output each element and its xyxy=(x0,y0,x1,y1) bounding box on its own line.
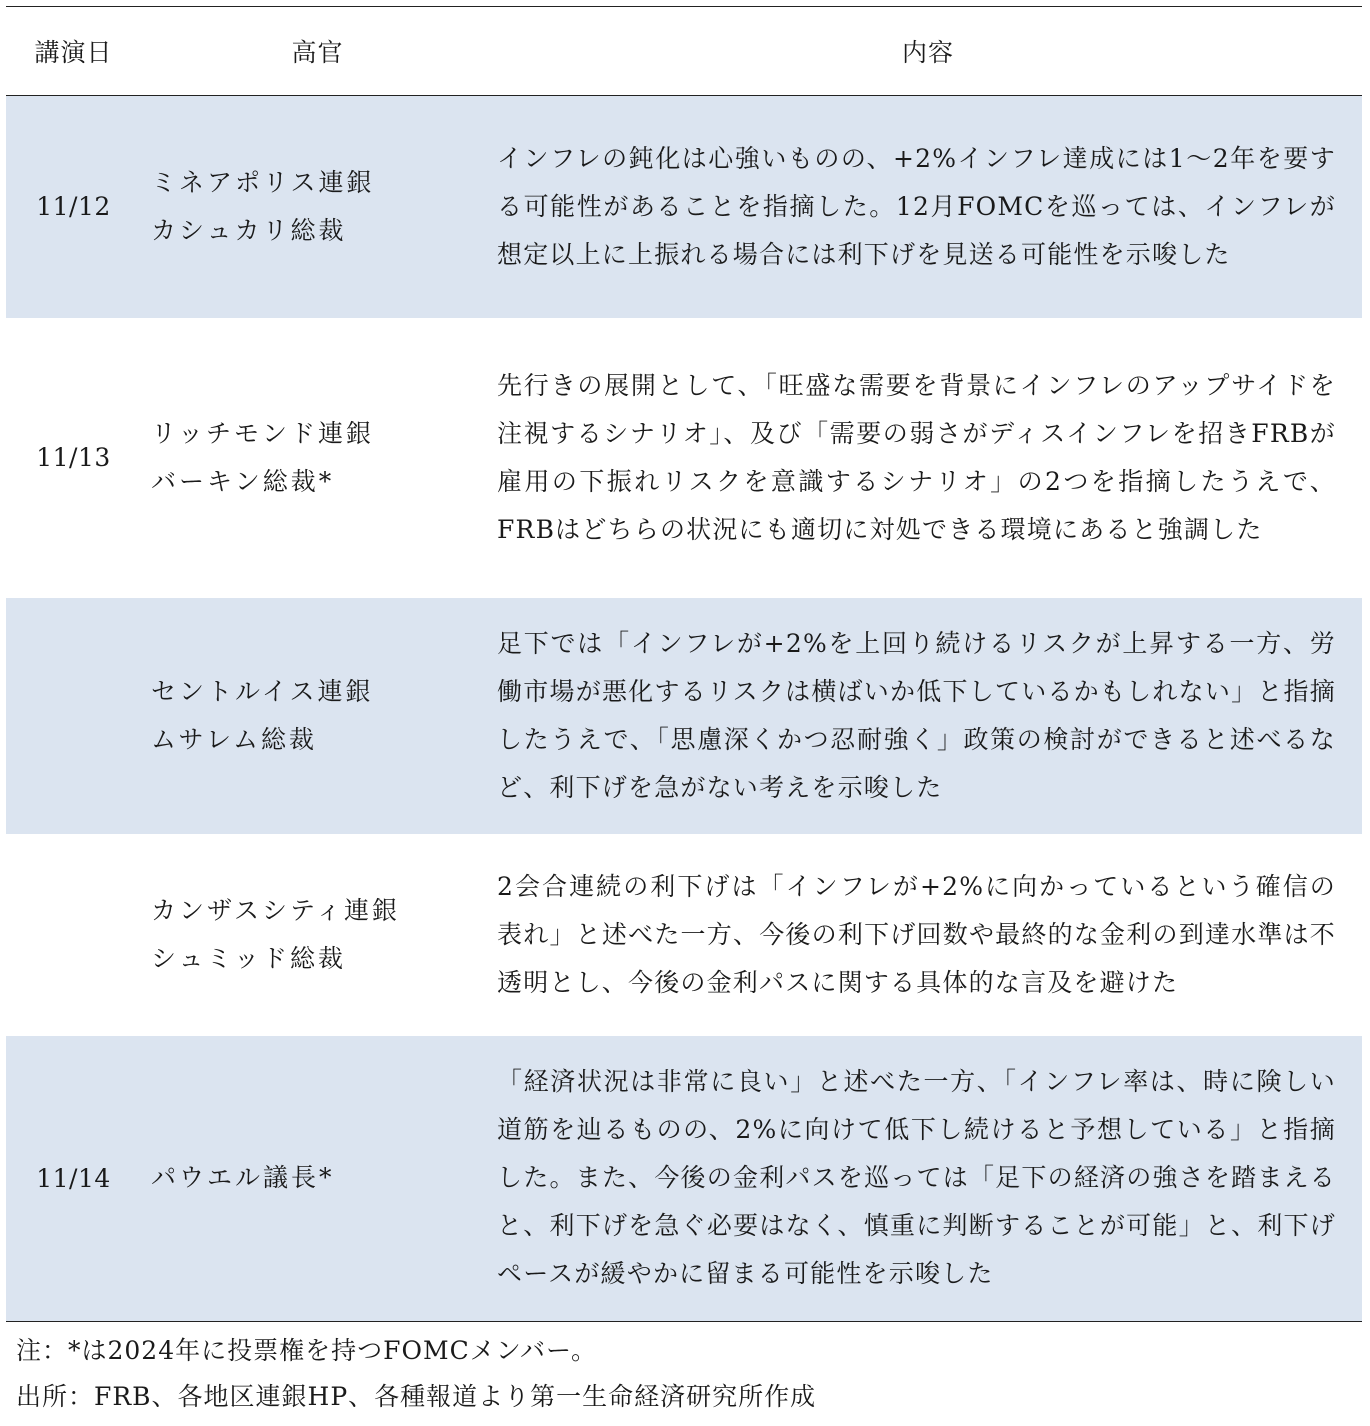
fed-officials-speech-table xyxy=(6,6,1362,1322)
header-date: 講演日 xyxy=(6,7,141,96)
footnote: 注：*は2024年に投票権を持つFOMCメンバー。 xyxy=(16,1336,597,1365)
row-date: 11/14 xyxy=(6,1036,141,1322)
table-header xyxy=(6,7,1362,96)
row-content: 「経済状況は非常に良い」と述べた一方、「インフレ率は、時に険しい道筋を辿るものの、2%に向けて低下し続けると予想している」と指摘した。また、今後の金利パスを巡っては「足下の経済の強さを踏まえると、利下げを急ぐ必要はなく、慎重に判断することが可能」と、利下げペースが緩やかに留まる可能性を示唆した xyxy=(494,1036,1362,1322)
row-date xyxy=(6,834,141,1036)
speech-table-container xyxy=(6,6,1362,1322)
row-official: パウエル議長* xyxy=(141,1036,494,1322)
table-row xyxy=(6,318,1362,598)
table-row xyxy=(6,96,1362,318)
source-note: 出所：FRB、各地区連銀HP、各種報道より第一生命経済研究所作成 xyxy=(16,1382,817,1411)
row-content: 2会合連続の利下げは「インフレが+2%に向かっているという確信の表れ」と述べた一方、今後の利下げ回数や最終的な金利の到達水準は不透明とし、今後の金利パスに関する具体的な言及を避けた xyxy=(494,834,1362,1036)
header-row xyxy=(6,7,1362,96)
row-official: リッチモンド連銀 バーキン総裁* xyxy=(141,318,494,598)
table-row xyxy=(6,1036,1362,1322)
header-content: 内容 xyxy=(494,7,1362,96)
table-row xyxy=(6,598,1362,834)
row-content: インフレの鈍化は心強いものの、+2%インフレ達成には1～2年を要する可能性があることを指摘した。12月FOMCを巡っては、インフレが想定以上に上振れる場合には利下げを見送る可能性を示唆した xyxy=(494,96,1362,318)
row-official: カンザスシティ連銀 シュミッド総裁 xyxy=(141,834,494,1036)
row-date: 11/13 xyxy=(6,318,141,598)
row-content: 先行きの展開として、「旺盛な需要を背景にインフレのアップサイドを注視するシナリオ」、及び「需要の弱さがディスインフレを招きFRBが雇用の下振れリスクを意識するシナリオ」の2つを指摘したうえで、FRBはどちらの状況にも適切に対処できる環境にあると強調した xyxy=(494,318,1362,598)
row-date: 11/12 xyxy=(6,96,141,318)
table-row xyxy=(6,834,1362,1036)
table-body xyxy=(6,96,1362,1322)
table-notes xyxy=(16,1328,816,1420)
row-official: ミネアポリス連銀 カシュカリ総裁 xyxy=(141,96,494,318)
row-date xyxy=(6,598,141,834)
row-content: 足下では「インフレが+2%を上回り続けるリスクが上昇する一方、労働市場が悪化するリスクは横ばいか低下しているかもしれない」と指摘したうえで、「思慮深くかつ忍耐強く」政策の検討ができると述べるなど、利下げを急がない考えを示唆した xyxy=(494,598,1362,834)
row-official: セントルイス連銀 ムサレム総裁 xyxy=(141,598,494,834)
header-official: 高官 xyxy=(141,7,494,96)
